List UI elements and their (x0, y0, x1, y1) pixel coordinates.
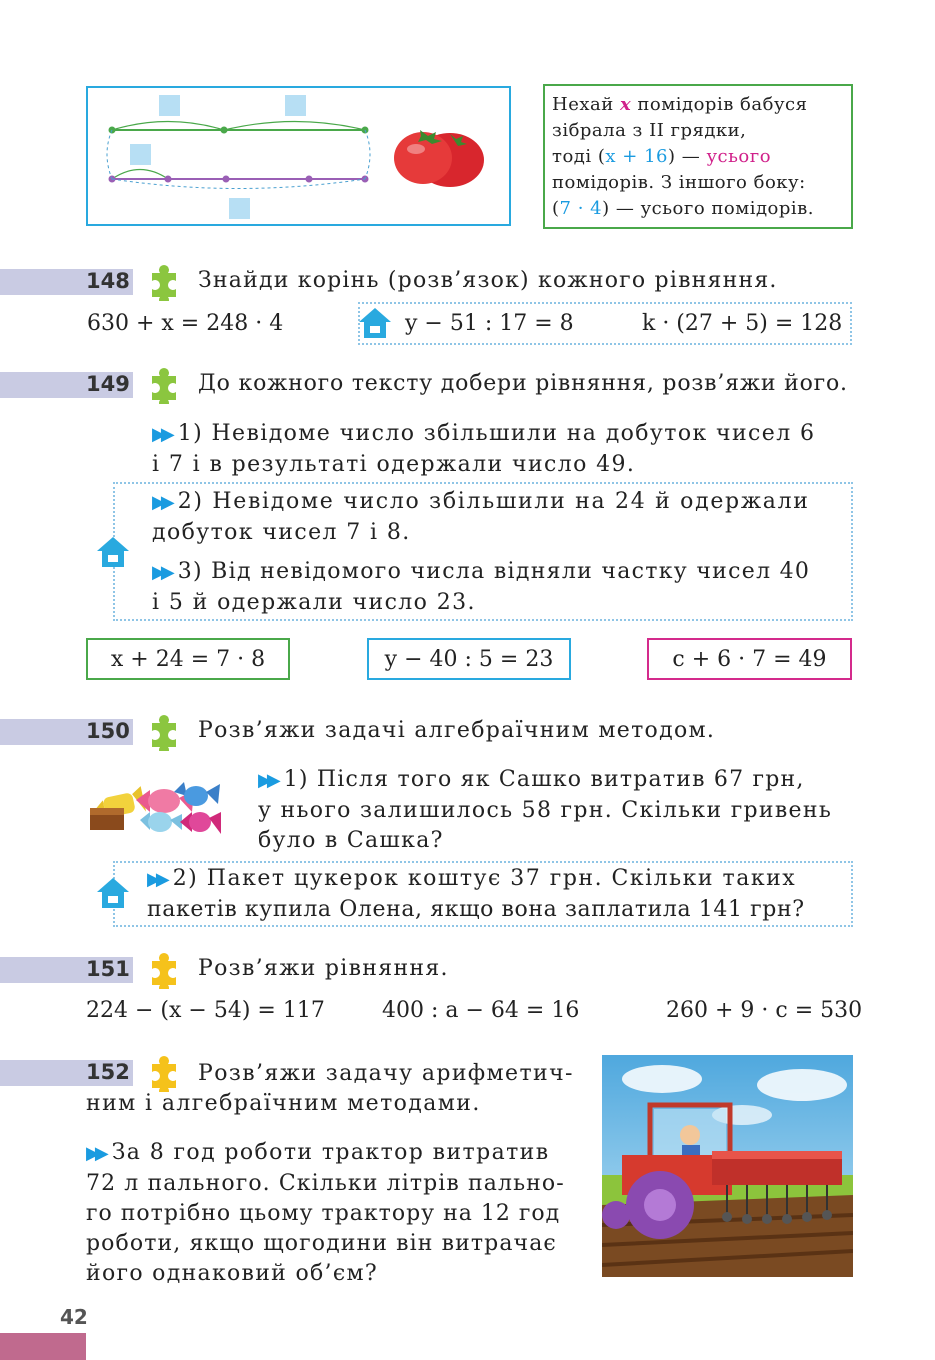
exercise-number: 151 (86, 957, 130, 981)
task-line: 72 л пального. Скільки літрів пально- (86, 1171, 565, 1196)
title-line: ним і алгебраїчним методами. (86, 1091, 481, 1116)
equation-box (647, 638, 852, 680)
page-number: 42 (60, 1305, 88, 1329)
double-arrow-icon: ▶▶ (152, 424, 170, 445)
blank-square (285, 95, 306, 116)
equation: 400 : a − 64 = 16 (382, 998, 580, 1023)
task-text (147, 864, 847, 925)
task-line: добуток чисел 7 і 8. (152, 520, 411, 545)
task-line: роботи, якщо щогодини він витрачає (86, 1231, 557, 1256)
equation: x + 24 = 7 · 8 (110, 646, 266, 672)
note-var: x (619, 94, 632, 115)
exercise-title (86, 1059, 581, 1119)
note-highlight: усього (706, 146, 772, 167)
note-text: ) — усього помідорів. (602, 198, 815, 219)
task-text (152, 419, 849, 480)
task-line: і 5 й одержали число 23. (152, 590, 476, 615)
tractor-illustration (602, 1055, 853, 1277)
home-icon (358, 306, 392, 340)
task-line: пакетів купила Олена, якщо вона заплатила 141 грн? (147, 897, 805, 922)
equation: c + 6 · 7 = 49 (672, 646, 827, 672)
task-line: 3) Від невідомого числа відняли частку чисел 40 (177, 559, 811, 584)
exercise-number: 152 (86, 1060, 130, 1084)
title-line: Розв’яжи задачу арифметич- (198, 1061, 574, 1086)
task-line: і 7 і в результаті одержали число 49. (152, 452, 636, 477)
blank-square (229, 198, 250, 219)
equation: y − 40 : 5 = 23 (384, 646, 554, 672)
note-text: зібрала з ІІ грядки, (552, 120, 747, 141)
home-icon (96, 535, 130, 569)
equation-box (367, 638, 571, 680)
blank-square (130, 144, 151, 165)
note-expr: x + 16 (605, 146, 668, 167)
equation: 224 − (x − 54) = 117 (86, 998, 325, 1023)
note-text: ( (552, 198, 560, 219)
puzzle-green-icon (146, 715, 184, 751)
tomato-illustration (392, 122, 487, 188)
home-icon (96, 876, 130, 910)
task-line: 1) Після того як Сашко витратив 67 грн, (283, 767, 805, 792)
task-text (258, 765, 850, 856)
diagram-note (543, 84, 853, 229)
double-arrow-icon: ▶▶ (152, 562, 170, 583)
task-line: його однаковий об’єм? (86, 1261, 378, 1286)
puzzle-yellow-icon (146, 953, 184, 989)
task-line: було в Сашка? (258, 828, 444, 853)
page-tab (0, 1333, 86, 1360)
task-text (152, 487, 842, 548)
task-text (152, 557, 842, 618)
equation: 260 + 9 · c = 530 (666, 998, 863, 1023)
task-line: За 8 год роботи трактор витратив (111, 1140, 550, 1165)
equation-box (86, 638, 290, 680)
exercise-title: Знайди корінь (розв’язок) кожного рівняння. (198, 268, 778, 293)
task-line: 2) Невідоме число збільшили на 24 й одержали (177, 489, 810, 514)
exercise-title: Розв’яжи рівняння. (198, 956, 449, 981)
double-arrow-icon: ▶▶ (258, 770, 276, 791)
exercise-number: 150 (86, 719, 130, 743)
note-text: помідорів. З іншого боку: (552, 172, 806, 193)
exercise-title: Розв’яжи задачі алгебраїчним методом. (198, 718, 716, 743)
exercise-number: 149 (86, 372, 130, 396)
note-expr: 7 · 4 (559, 198, 603, 219)
puzzle-green-icon (146, 368, 184, 404)
task-line: 2) Пакет цукерок коштує 37 грн. Скільки таких (172, 866, 797, 891)
equation: k · (27 + 5) = 128 (642, 311, 843, 336)
double-arrow-icon: ▶▶ (147, 869, 165, 890)
note-text: ) — (667, 146, 707, 167)
exercise-title: До кожного тексту добери рівняння, розв’яжи його. (198, 371, 848, 396)
equation: y − 51 : 17 = 8 (405, 311, 574, 336)
note-text: Нехай (552, 94, 620, 115)
task-line: у нього залишилось 58 грн. Скільки гривень (258, 798, 833, 823)
double-arrow-icon: ▶▶ (152, 492, 170, 513)
blank-square (159, 95, 180, 116)
double-arrow-icon: ▶▶ (86, 1143, 104, 1164)
exercise-number: 148 (86, 269, 130, 293)
task-text (86, 1138, 581, 1289)
task-line: го потрібно цьому трактору на 12 год (86, 1201, 561, 1226)
equation: 630 + x = 248 · 4 (87, 311, 284, 336)
task-line: 1) Невідоме число збільшили на добуток чисел 6 (177, 421, 816, 446)
candies-illustration (84, 774, 226, 842)
puzzle-green-icon (146, 265, 184, 301)
note-text: тоді ( (552, 146, 606, 167)
note-text: помідорів бабуся (631, 94, 808, 115)
